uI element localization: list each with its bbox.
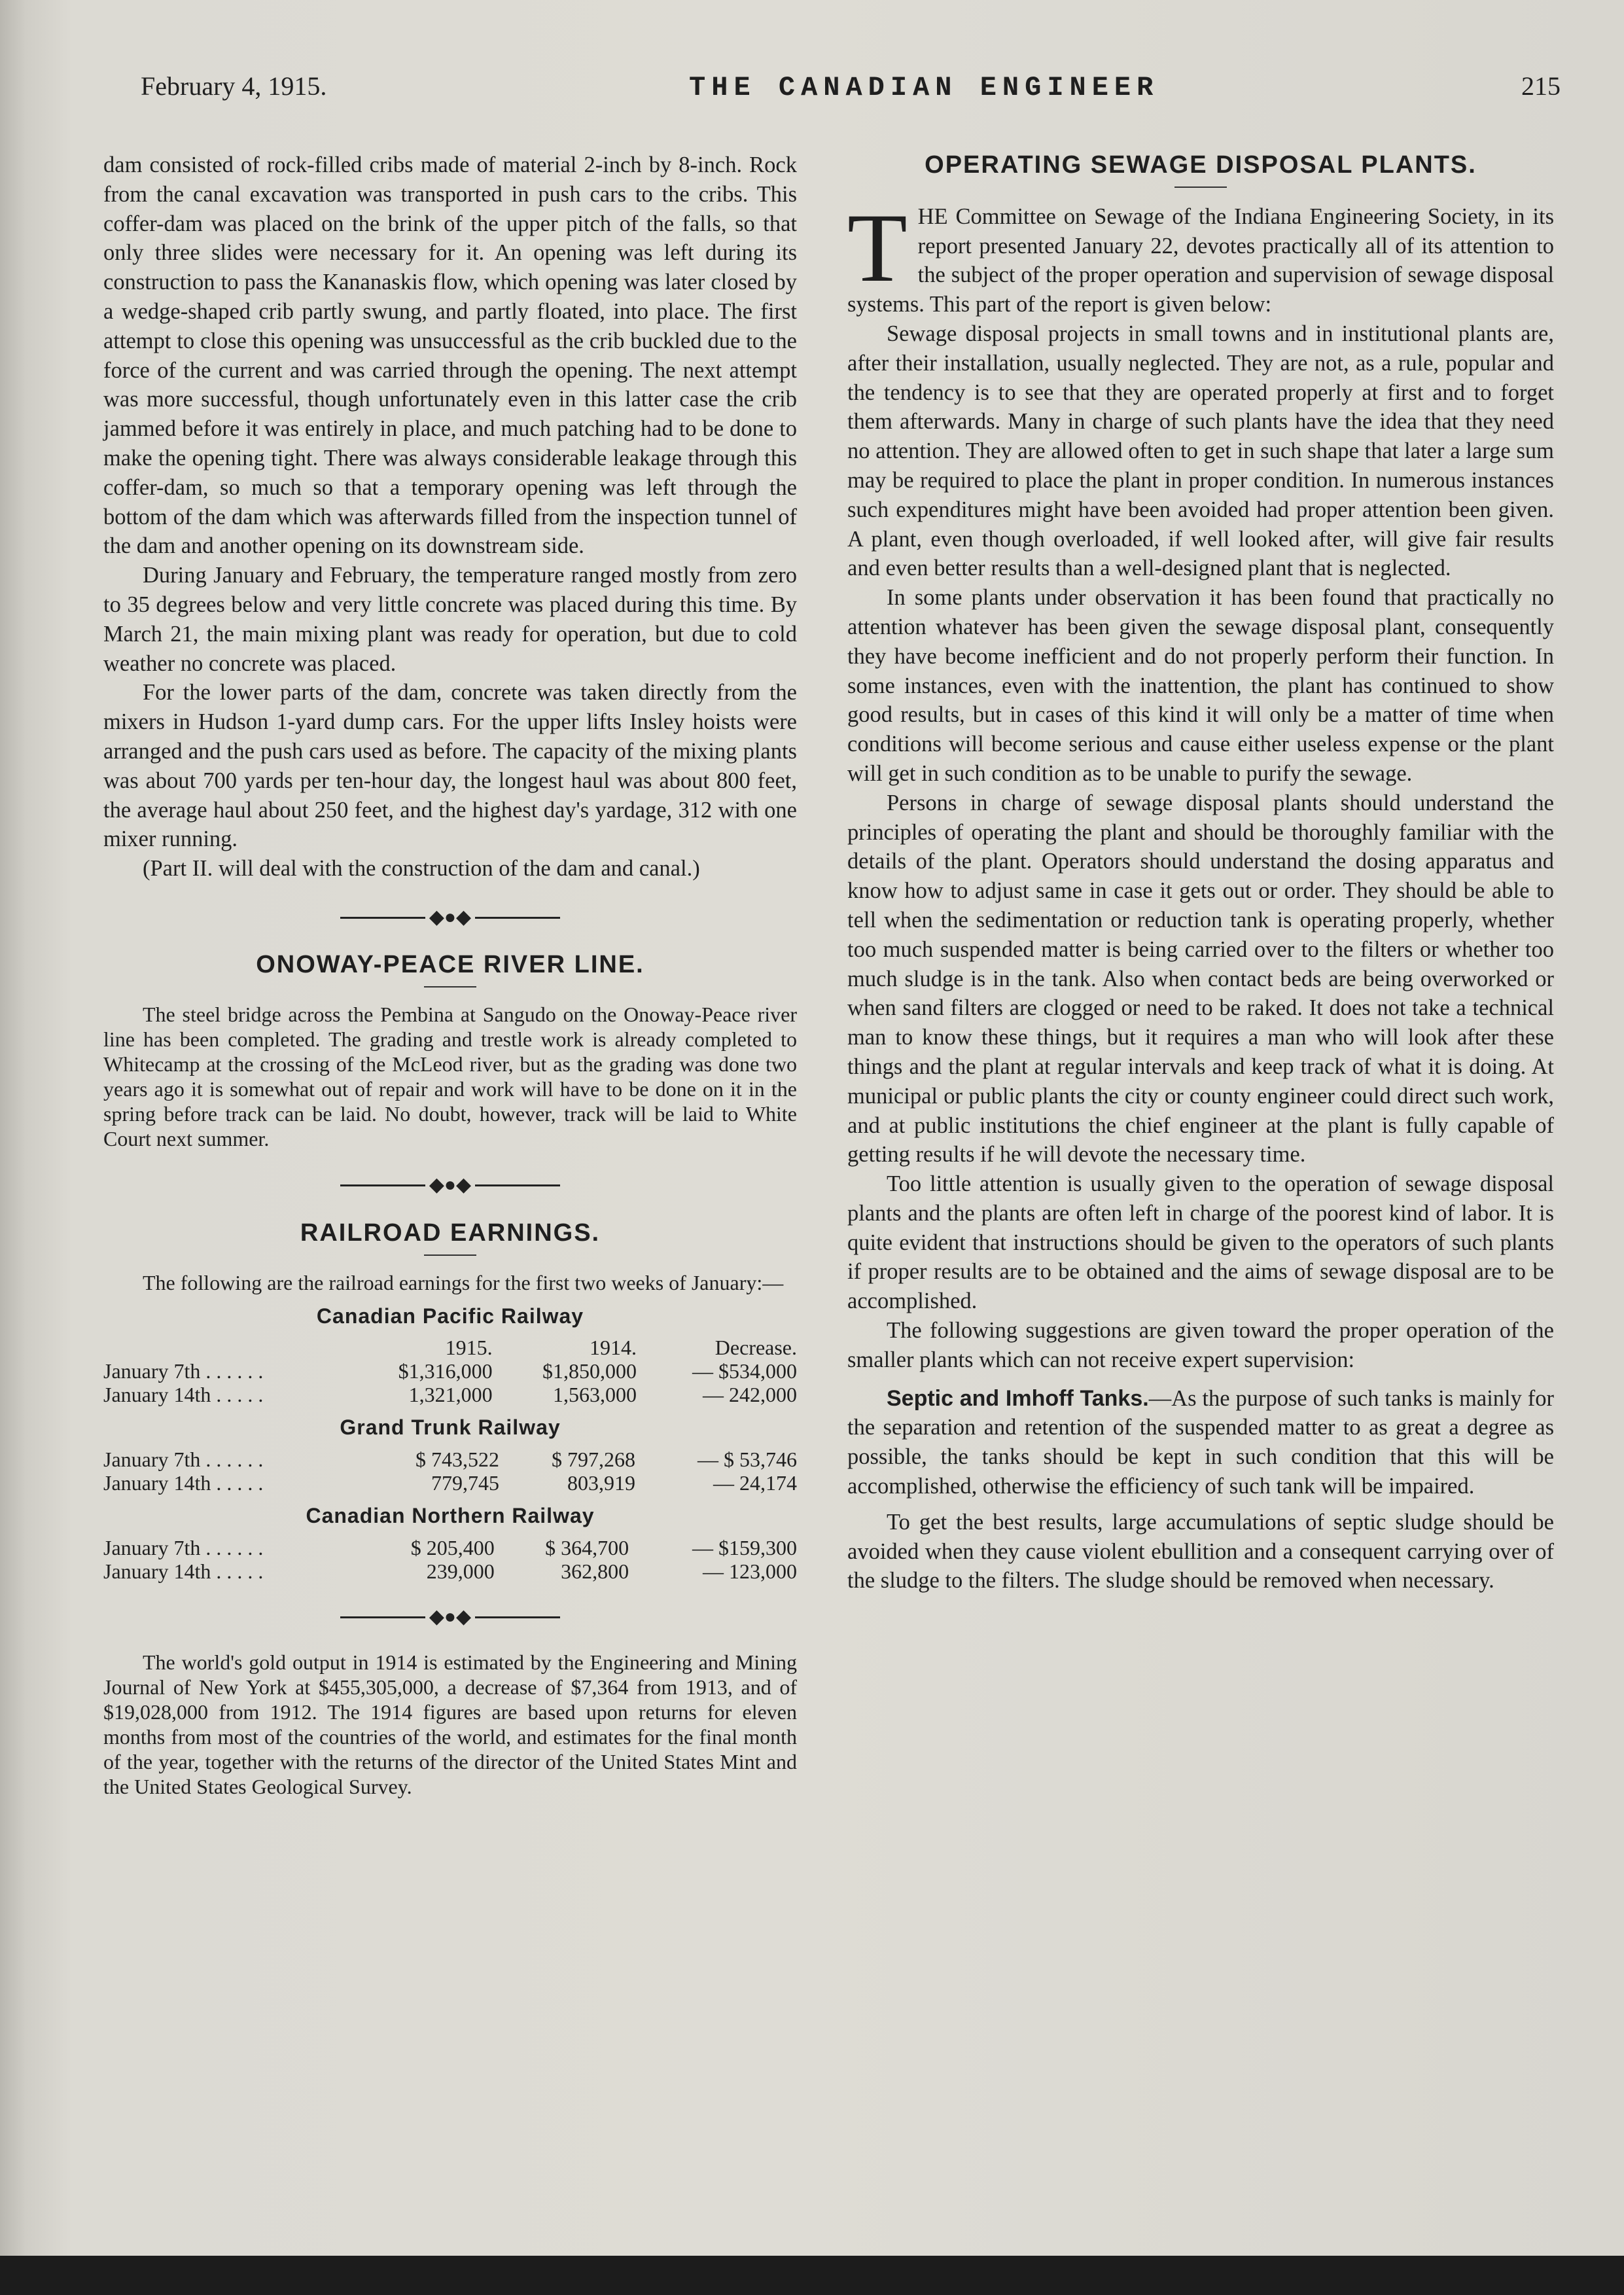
paragraph: Too little attention is usually given to the operation of sewage disposal plants and the plants are often left in charge of the poorest kind of labor. It is quite evident that instructions should be given to the operators of such plants if proper results are to be obtained and the aims of sewage disposal are to be accomplished. (847, 1171, 1554, 1314)
table-row (103, 1383, 797, 1406)
col-header: 1915. (445, 1336, 493, 1360)
cell-1915: $ 743,522 (415, 1448, 500, 1472)
earnings-table (103, 1448, 797, 1495)
table-row (103, 1536, 797, 1559)
septic-paragraph (847, 1384, 1554, 1501)
journal-title: THE CANADIAN ENGINEER (689, 72, 1159, 103)
cell-decrease: — 242,000 (703, 1383, 797, 1407)
col-header: Decrease. (715, 1336, 797, 1360)
dam-paragraph: dam consisted of rock-filled cribs made of material 2-inch by 8-inch. Rock from the canal excavation was transported in push cars to the cribs. This coffer-dam was placed on the brink of the upper pitch of the falls, so that only three slides were necessary for it. An opening was left during its construction to pass the Kananaskis flow, which opening was later closed by a wedge-shaped crib partly swung, and partly floated, into place. The first attempt to close this opening was unsuccessful as the crib buckled due to the force of the current and was carried through the opening. The next attempt was more successful, though unfortunately even in this latter case the crib jammed before it was entirely in place, and much patching had to be done to make the opening tight. There was always considerable leakage through this coffer-dam, so much so that a temporary opening was left through the bottom of the dam which was afterwards filled from the inspection tunnel of the dam and another opening on its downstream side. (103, 152, 797, 559)
septic-lead: Septic and Imhoff Tanks. (887, 1385, 1149, 1411)
drop-cap: T (847, 193, 908, 302)
row-label: January 7th . . . . . . (103, 1535, 264, 1559)
paragraph: In some plants under observation it has been found that practically no attention whatever has been given the sewage disposal plant, consequently they have become inefficient and do not properly perform their function. In some instances, even with the inattention, the plant has continued to show good results, but in cases of this kind it will only be a matter of time when conditions will become serious and cause either useless expense or the plant will get in such condition as to be unable to purify the sewage. (847, 585, 1554, 786)
septic-text: —As the purpose of such tanks is mainly for the separation and retention of the suspended matter to as great a degree as possible, the tanks should be kept in such condition that this will be accomplished, otherwise the efficiency of such tank will be impaired. (847, 1385, 1554, 1499)
temperature-paragraph: During January and February, the temperature ranged mostly from zero to 35 degrees below and very little concrete was placed during this time. By March 21, the main mixing plant was ready for operation, but due to cold weather no concrete was placed. (103, 563, 797, 676)
earnings-table (103, 1336, 797, 1406)
heading-rule (424, 986, 476, 987)
cell-1915: $1,316,000 (398, 1359, 493, 1383)
scan-edge (0, 2256, 1624, 2295)
part-two-note: (Part II. will deal with the construction of the dam and canal.) (143, 856, 700, 881)
heading-rule (1174, 187, 1227, 188)
col-header: 1914. (590, 1336, 637, 1360)
page-header (141, 71, 1561, 116)
cell-1914: $ 364,700 (545, 1535, 629, 1559)
table-header-row (103, 1336, 797, 1359)
cell-1914: $1,850,000 (542, 1359, 637, 1383)
railway-name: Canadian Northern Railway (306, 1504, 595, 1528)
cell-1915: 779,745 (431, 1471, 500, 1495)
issue-date: February 4, 1915. (141, 71, 327, 101)
cell-decrease: — $ 53,746 (697, 1448, 797, 1472)
intro-paragraph (847, 193, 1554, 319)
onoway-paragraph: The steel bridge across the Pembina at Sangudo on the Onoway-Peace river line has been completed. The grading and trestle work is already completed to Whitecamp at the crossing of the McLeod river, but as the grading was done two years ago it is somewhat out of repair and work will have to be done on it in the spring before track can be laid. No doubt, however, track will be laid to White Court next summer. (103, 1003, 797, 1151)
railway-name: Grand Trunk Railway (340, 1415, 561, 1440)
cell-decrease: — $159,300 (692, 1535, 797, 1559)
cell-1915: 1,321,000 (408, 1383, 493, 1407)
gold-paragraph: The world's gold output in 1914 is estimated by the Engineering and Mining Journal of New York at $455,305,000, a decrease of $7,364 from 1913, and of $19,028,000 from 1912. The 1914 figures are based upon returns for eleven months from most of the countries of the world, and estimates for the final month of the year, together with the returns of the director of the United States Mint and the United States Geological Survey. (103, 1650, 797, 1799)
sewage-heading: OPERATING SEWAGE DISPOSAL PLANTS. (925, 151, 1477, 179)
cell-1914: 362,800 (561, 1559, 629, 1583)
row-label: January 7th . . . . . . (103, 1359, 264, 1383)
onoway-heading: ONOWAY-PEACE RIVER LINE. (256, 951, 644, 979)
table-row (103, 1559, 797, 1583)
cell-1915: $ 205,400 (410, 1535, 495, 1559)
cell-1914: 1,563,000 (553, 1383, 637, 1407)
railroad-heading: RAILROAD EARNINGS. (300, 1219, 601, 1247)
section-ornament: ◆●◆ (103, 1601, 797, 1632)
railway-name: Canadian Pacific Railway (316, 1304, 584, 1328)
section-ornament: ◆●◆ (103, 902, 797, 933)
cell-decrease: — 24,174 (713, 1471, 797, 1495)
lower-parts-paragraph: For the lower parts of the dam, concrete was taken directly from the mixers in Hudson 1-yard dump cars. For the upper lifts Insley hoists were arranged and the push cars used as before. The capacity of the mixing plants was about 700 yards per ten-hour day, the longest haul was about 800 feet, the average haul about 250 feet, and the highest day's yardage, 312 with one mixer running. (103, 680, 797, 852)
section-ornament: ◆●◆ (103, 1169, 797, 1200)
paragraph: The following suggestions are given toward the proper operation of the smaller plants which can not receive expert supervision: (847, 1318, 1554, 1372)
table-row (103, 1448, 797, 1471)
paragraph: Sewage disposal projects in small towns and in institutional plants are, after their installation, usually neglected. They are not, as a rule, popular and the tendency is to see that they are operated properly at first and to forget them afterwards. Many in charge of such plants have the idea that they need no attention. They are allowed often to get in such shape that later a large sum may be required to place the plant in proper condition. In numerous instances such expenditures might have been avoided had proper attention been given. A plant, even though overloaded, if well looked after, will give fair results and even better results than a well-designed plant that is neglected. (847, 321, 1554, 581)
railroad-intro: The following are the railroad earnings for the first two weeks of January:— (143, 1270, 784, 1294)
cell-1915: 239,000 (426, 1559, 495, 1583)
row-label: January 14th . . . . . (103, 1559, 264, 1583)
table-row (103, 1359, 797, 1383)
cell-1914: $ 797,268 (552, 1448, 635, 1472)
intro-text: HE Committee on Sewage of the Indiana Engineering Society, in its report presented January 22, devotes practically all of its attention to the subject of the proper operation and supervision of sewage disposal systems. This part of the report is given below: (847, 204, 1554, 317)
earnings-table (103, 1536, 797, 1583)
row-label: January 7th . . . . . . (103, 1448, 264, 1472)
cell-1914: 803,919 (567, 1471, 635, 1495)
heading-rule (424, 1254, 476, 1256)
row-label: January 14th . . . . . (103, 1471, 264, 1495)
row-label: January 14th . . . . . (103, 1383, 264, 1407)
cell-decrease: — 123,000 (703, 1559, 797, 1583)
right-column (847, 151, 1554, 1595)
left-column (103, 151, 797, 1799)
paragraph: To get the best results, large accumulations of septic sludge should be avoided when they cause violent ebullition and a consequent carrying over of the sludge to the filters. The sludge should be removed when necessary. (847, 1509, 1554, 1593)
cell-decrease: — $534,000 (692, 1359, 797, 1383)
page-number: 215 (1521, 71, 1561, 101)
table-row (103, 1471, 797, 1495)
paragraph: Persons in charge of sewage disposal plants should understand the principles of operating the plant and should be thoroughly familiar with the details of the plant. Operators should understand the dosing apparatus and know how to adjust same in case it gets out or order. They should be able to tell when the sedimentation or reduction tank is operating properly, whether too much suspended matter is being carried over to the filters or whether too much sludge is in the tank. Also when contact beds are being overworked or when sand filters are clogged or need to be raked. It does not take a technical man to know these things, but it requires a man who will look after these things and the plant at regular intervals and keep track of what it is doing. At municipal or public plants the city or county engineer could direct such work, and at public institutions the chief engineer at the plant is fully capable of getting results if he will devote the necessary time. (847, 790, 1554, 1167)
